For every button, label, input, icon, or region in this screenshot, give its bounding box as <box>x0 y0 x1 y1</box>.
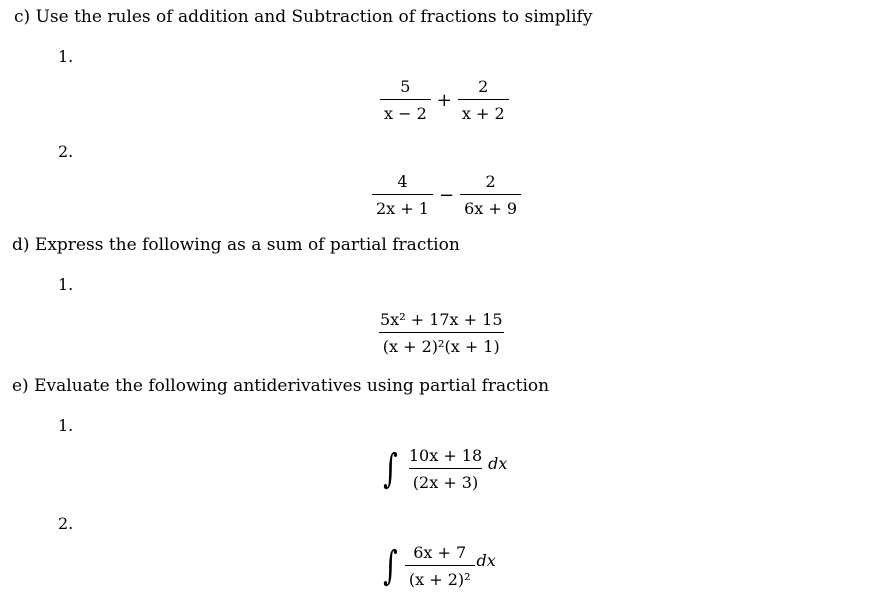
fraction-expression <box>380 77 509 123</box>
section-c-heading <box>14 7 592 27</box>
numerator: 2 <box>485 172 496 191</box>
fraction <box>460 172 521 218</box>
denominator: x − 2 <box>380 99 431 123</box>
denominator: 2x + 1 <box>372 194 433 218</box>
numerator: 2 <box>478 77 489 96</box>
item-number: 1. <box>58 47 74 66</box>
item-number: 2. <box>58 514 74 533</box>
denominator: x + 2 <box>458 99 509 123</box>
integral-sign: ∫ <box>383 446 398 492</box>
section-d-heading <box>12 235 460 255</box>
numerator: 5 <box>400 77 411 96</box>
section-title: Express the following as a sum of partial fraction <box>34 235 460 255</box>
denominator: (x + 2)²(x + 1) <box>379 332 504 356</box>
integral-expression <box>380 446 507 492</box>
section-label: e) <box>12 376 29 396</box>
numerator: 4 <box>397 172 408 191</box>
section-label: c) <box>14 7 31 27</box>
numerator: 5x² + 17x + 15 <box>380 310 503 329</box>
fraction-expression <box>376 310 507 356</box>
fraction <box>376 310 507 356</box>
section-title: Evaluate the following antiderivatives using partial fraction <box>34 376 550 396</box>
differential: dx <box>476 550 496 570</box>
fraction <box>372 172 433 218</box>
differential: dx <box>488 453 508 473</box>
section-title: Use the rules of addition and Subtraction of fractions to simplify <box>35 7 593 27</box>
integral-expression <box>380 543 496 589</box>
item-number: 1. <box>58 416 74 435</box>
denominator: (x + 2)² <box>405 565 475 589</box>
fraction <box>380 77 431 123</box>
fraction <box>405 446 486 492</box>
section-e-heading <box>12 376 549 396</box>
item-number: 2. <box>58 142 74 161</box>
integral-sign: ∫ <box>383 543 398 589</box>
fraction <box>458 77 509 123</box>
operator: − <box>438 184 455 206</box>
denominator: (2x + 3) <box>409 468 482 492</box>
denominator: 6x + 9 <box>460 194 521 218</box>
operator: + <box>436 89 452 111</box>
numerator: 10x + 18 <box>408 446 483 465</box>
fraction-expression <box>372 172 521 218</box>
section-label: d) <box>12 235 30 255</box>
fraction <box>405 543 475 589</box>
item-number: 1. <box>58 275 74 294</box>
numerator: 6x + 7 <box>413 543 467 562</box>
